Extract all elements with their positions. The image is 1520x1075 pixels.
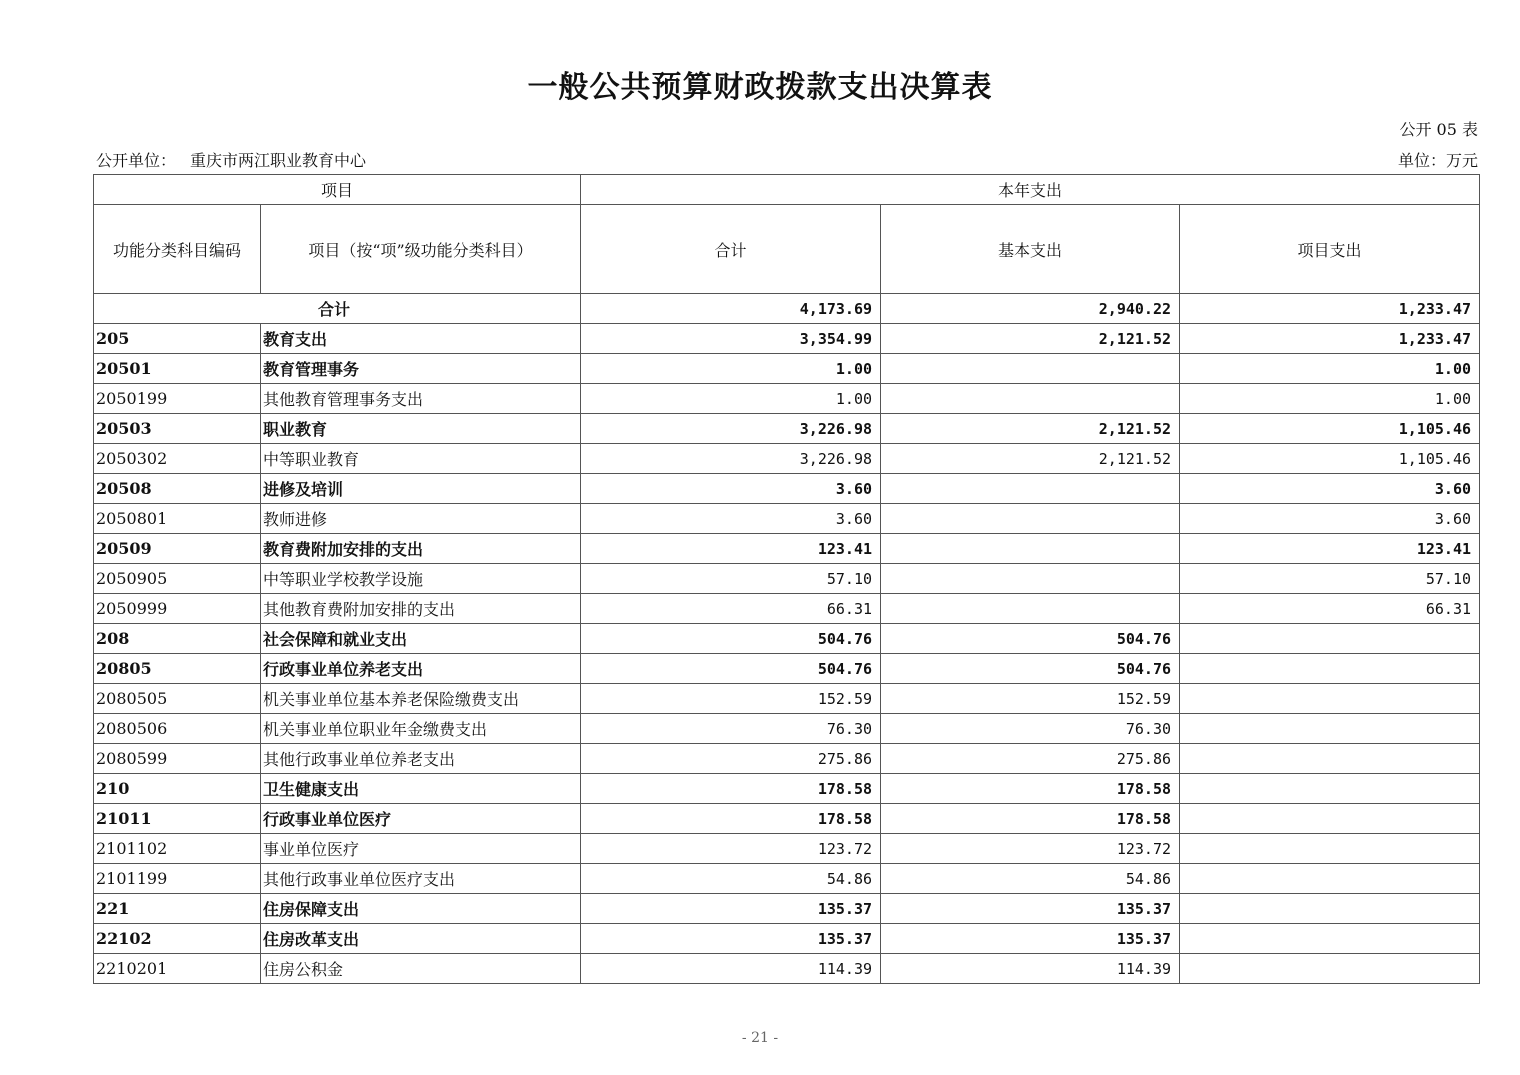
row-project (1180, 654, 1480, 684)
table-row (94, 324, 1480, 354)
table-row (94, 474, 1480, 504)
row-basic: 54.86 (881, 864, 1180, 894)
row-project (1180, 624, 1480, 654)
row-name: 行政事业单位医疗 (261, 804, 581, 834)
row-total: 54.86 (581, 864, 881, 894)
row-total: 123.72 (581, 834, 881, 864)
row-basic: 2,121.52 (881, 444, 1180, 474)
row-project: 1.00 (1180, 354, 1480, 384)
row-code: 20508 (94, 474, 261, 504)
row-basic: 76.30 (881, 714, 1180, 744)
table-row (94, 654, 1480, 684)
row-project (1180, 684, 1480, 714)
row-name: 住房改革支出 (261, 924, 581, 954)
row-basic (881, 474, 1180, 504)
row-name: 卫生健康支出 (261, 774, 581, 804)
header-current-year: 本年支出 (581, 175, 1480, 205)
row-name: 教育费附加安排的支出 (261, 534, 581, 564)
row-name: 社会保障和就业支出 (261, 624, 581, 654)
row-basic (881, 594, 1180, 624)
total-sum: 4,173.69 (581, 294, 881, 324)
row-project: 1,105.46 (1180, 414, 1480, 444)
row-basic: 2,121.52 (881, 414, 1180, 444)
table-row (94, 534, 1480, 564)
row-basic: 2,121.52 (881, 324, 1180, 354)
row-name: 其他行政事业单位医疗支出 (261, 864, 581, 894)
row-code: 2050999 (94, 594, 261, 624)
row-project: 1,105.46 (1180, 444, 1480, 474)
row-total: 66.31 (581, 594, 881, 624)
header-total: 合计 (581, 205, 881, 294)
row-total: 76.30 (581, 714, 881, 744)
row-project: 1,233.47 (1180, 324, 1480, 354)
row-name: 住房保障支出 (261, 894, 581, 924)
row-name: 其他教育费附加安排的支出 (261, 594, 581, 624)
table-row (94, 594, 1480, 624)
row-total: 3.60 (581, 474, 881, 504)
row-name: 职业教育 (261, 414, 581, 444)
row-code: 2050801 (94, 504, 261, 534)
row-project: 1.00 (1180, 384, 1480, 414)
row-name: 教育支出 (261, 324, 581, 354)
row-code: 2080506 (94, 714, 261, 744)
form-number: 公开 05 表 (1399, 120, 1478, 139)
row-code: 2210201 (94, 954, 261, 984)
row-total: 114.39 (581, 954, 881, 984)
table-row (94, 804, 1480, 834)
row-project (1180, 774, 1480, 804)
table-row (94, 834, 1480, 864)
row-basic: 123.72 (881, 834, 1180, 864)
table-body (94, 294, 1480, 984)
table-row (94, 924, 1480, 954)
row-project: 123.41 (1180, 534, 1480, 564)
row-name: 进修及培训 (261, 474, 581, 504)
row-project (1180, 804, 1480, 834)
row-basic: 135.37 (881, 924, 1180, 954)
row-basic (881, 534, 1180, 564)
table-row (94, 714, 1480, 744)
row-basic: 504.76 (881, 654, 1180, 684)
row-total: 1.00 (581, 354, 881, 384)
table-row (94, 684, 1480, 714)
total-row (94, 294, 1480, 324)
row-code: 21011 (94, 804, 261, 834)
row-name: 其他行政事业单位养老支出 (261, 744, 581, 774)
row-code: 208 (94, 624, 261, 654)
table-row (94, 744, 1480, 774)
row-project (1180, 924, 1480, 954)
row-project (1180, 834, 1480, 864)
table-row (94, 624, 1480, 654)
row-basic: 135.37 (881, 894, 1180, 924)
row-total: 152.59 (581, 684, 881, 714)
row-name: 行政事业单位养老支出 (261, 654, 581, 684)
row-code: 20501 (94, 354, 261, 384)
row-total: 123.41 (581, 534, 881, 564)
row-code: 2050302 (94, 444, 261, 474)
row-name: 住房公积金 (261, 954, 581, 984)
row-project: 57.10 (1180, 564, 1480, 594)
row-total: 135.37 (581, 924, 881, 954)
row-code: 2080599 (94, 744, 261, 774)
row-total: 3.60 (581, 504, 881, 534)
org-name: 重庆市两江职业教育中心 (190, 151, 367, 170)
row-code: 20805 (94, 654, 261, 684)
header-basic: 基本支出 (881, 205, 1180, 294)
table-row (94, 354, 1480, 384)
row-basic: 178.58 (881, 774, 1180, 804)
row-code: 205 (94, 324, 261, 354)
row-code: 210 (94, 774, 261, 804)
row-total: 135.37 (581, 894, 881, 924)
row-total: 3,354.99 (581, 324, 881, 354)
row-code: 22102 (94, 924, 261, 954)
row-basic (881, 354, 1180, 384)
row-basic (881, 504, 1180, 534)
table-row (94, 774, 1480, 804)
row-project (1180, 894, 1480, 924)
row-code: 2101199 (94, 864, 261, 894)
row-name: 中等职业学校教学设施 (261, 564, 581, 594)
header-project-expenditure: 项目支出 (1180, 205, 1480, 294)
row-total: 275.86 (581, 744, 881, 774)
row-project: 3.60 (1180, 504, 1480, 534)
header-code: 功能分类科目编码 (94, 205, 261, 294)
expenditure-table (93, 174, 1480, 984)
table-row (94, 894, 1480, 924)
row-name: 其他教育管理事务支出 (261, 384, 581, 414)
page-number: - 21 - (741, 1030, 779, 1046)
row-code: 2050199 (94, 384, 261, 414)
row-code: 20509 (94, 534, 261, 564)
table-row (94, 504, 1480, 534)
row-basic: 178.58 (881, 804, 1180, 834)
table-row (94, 564, 1480, 594)
row-project (1180, 954, 1480, 984)
header-project: 项目 (94, 175, 581, 205)
table-row (94, 384, 1480, 414)
org-label: 公开单位： (96, 151, 177, 170)
total-basic: 2,940.22 (881, 294, 1180, 324)
org-line (96, 148, 366, 171)
row-total: 178.58 (581, 774, 881, 804)
table-row (94, 954, 1480, 984)
row-name: 机关事业单位基本养老保险缴费支出 (261, 684, 581, 714)
row-total: 504.76 (581, 624, 881, 654)
row-project: 3.60 (1180, 474, 1480, 504)
header-item: 项目（按“项”级功能分类科目） (261, 205, 581, 294)
table-row (94, 444, 1480, 474)
row-basic: 504.76 (881, 624, 1180, 654)
row-basic (881, 384, 1180, 414)
row-project (1180, 864, 1480, 894)
row-total: 57.10 (581, 564, 881, 594)
row-basic: 275.86 (881, 744, 1180, 774)
total-label: 合计 (94, 294, 581, 324)
row-name: 教育管理事务 (261, 354, 581, 384)
row-name: 教师进修 (261, 504, 581, 534)
table-row (94, 864, 1480, 894)
row-code: 2050905 (94, 564, 261, 594)
row-code: 20503 (94, 414, 261, 444)
row-total: 3,226.98 (581, 444, 881, 474)
row-total: 504.76 (581, 654, 881, 684)
page-title: 一般公共预算财政拨款支出决算表 (527, 70, 993, 105)
row-basic: 152.59 (881, 684, 1180, 714)
row-code: 221 (94, 894, 261, 924)
row-basic (881, 564, 1180, 594)
row-total: 178.58 (581, 804, 881, 834)
row-name: 机关事业单位职业年金缴费支出 (261, 714, 581, 744)
table-row (94, 414, 1480, 444)
row-project (1180, 744, 1480, 774)
row-code: 2101102 (94, 834, 261, 864)
unit-label: 单位：万元 (1397, 151, 1478, 170)
total-project: 1,233.47 (1180, 294, 1480, 324)
row-project (1180, 714, 1480, 744)
row-project: 66.31 (1180, 594, 1480, 624)
row-code: 2080505 (94, 684, 261, 714)
row-basic: 114.39 (881, 954, 1180, 984)
row-total: 3,226.98 (581, 414, 881, 444)
row-name: 事业单位医疗 (261, 834, 581, 864)
row-total: 1.00 (581, 384, 881, 414)
row-name: 中等职业教育 (261, 444, 581, 474)
